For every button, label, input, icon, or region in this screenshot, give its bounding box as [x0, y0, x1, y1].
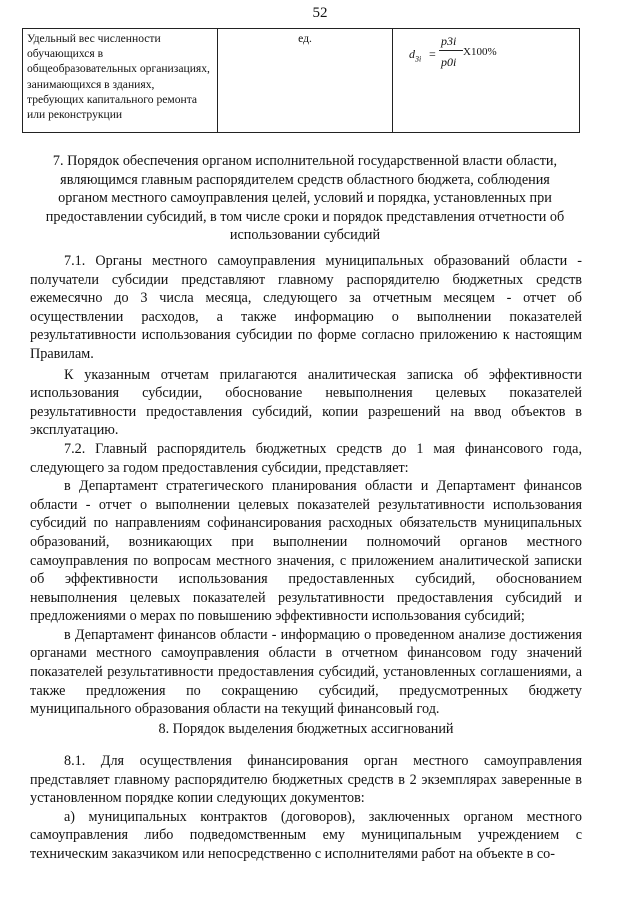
- formula-numerator: p3i: [441, 34, 457, 48]
- formula-denominator: p0i: [441, 55, 457, 69]
- fraction-line: [439, 50, 463, 51]
- formula-equals: =: [429, 47, 436, 61]
- section-7-heading: 7. Порядок обеспечения органом исполнительной государственной власти области, являющимся главным распорядителем средств областного бюджета, соблюдения органом местного самоуправления целей, условий и порядка, установленных при предоставлении субсидий, в том числе сроки и порядок представления отчетности об использовании субсидий: [45, 153, 565, 244]
- indicator-cell: Удельный вес численности обучающихся в общеобразовательных организациях, занимающихся в зданиях, требующих капитального ремонта или реконструкции: [23, 29, 218, 133]
- formula-lhs-symbol: d: [409, 47, 415, 61]
- paragraph-7-2: 7.2. Главный распорядитель бюджетных средств до 1 мая финансового года, следующего за годом предоставления субсидии, представляет:: [30, 440, 582, 476]
- formula-lhs: [409, 47, 421, 67]
- formula: [397, 31, 575, 91]
- paragraph-8-1: 8.1. Для осуществления финансирования орган местного самоуправления представляет главному распорядителю бюджетных средств в 2 экземплярах заверенные в установленном порядке копии следующих документов:: [30, 753, 582, 807]
- table-row: [23, 29, 580, 133]
- section-8-body: [30, 752, 582, 864]
- section-7-body: [30, 252, 582, 719]
- formula-cell: [393, 29, 580, 133]
- paragraph-7-1: 7.1. Органы местного самоуправления муниципальных образований области - получатели субсидии представляют главному распорядителю бюджетных средств ежемесячно до 3 числа месяца, следующего за отчетным месяцем - отчет об осуществлении расходов, а также информацию о выполнении показателей результативности использования субсидии по форме согласно приложению к настоящим Правилам.: [30, 253, 582, 362]
- indicator-table: [22, 28, 580, 133]
- page-number: 52: [312, 5, 328, 21]
- formula-lhs-sub: 3i: [415, 54, 422, 64]
- paragraph-7-1-attachments: К указанным отчетам прилагаются аналитическая записка об эффективности использования субсидии, обоснование невыполнения целевых показателей результативности предоставления субсидий, копии разрешений на ввод объектов в эксплуатацию.: [30, 366, 582, 439]
- paragraph-7-2-strategic: в Департамент стратегического планирования области и Департамент финансов области - отчет о выполнении целевых показателей результативности использования субсидий по направлениям софинансирования расходных обязательств муниципальных образований, возникающих при выполнении полномочий органов местного самоуправления по вопросам местного значения, с приложением аналитической записки об эффективности использования предоставленных субсидий, обоснованием невыполнения целевых показателей результативности предоставления субсидий и предложениями о мерах по повышению эффективности использования субсидий;: [30, 478, 582, 625]
- formula-multiplier: Х100%: [463, 46, 497, 58]
- paragraph-8-1-a: а) муниципальных контрактов (договоров), заключенных органом местного самоуправления либо подведомственным ему муниципальным учреждением с техническим заказчиком или непосредственно с исполнителями работ на объекте в со-: [30, 808, 582, 862]
- section-8-heading: 8. Порядок выделения бюджетных ассигнований: [158, 721, 454, 737]
- paragraph-7-2-finance: в Департамент финансов области - информацию о проведенном анализе достижения органами местного самоуправления области в отчетном финансовом году значений показателей результативности предоставления субсидий, установленных соглашениями, а также предложения по сокращению субсидий, предусмотренных бюджету муниципального образования области на текущий финансовый год.: [30, 626, 582, 718]
- unit-cell: ед.: [218, 29, 393, 133]
